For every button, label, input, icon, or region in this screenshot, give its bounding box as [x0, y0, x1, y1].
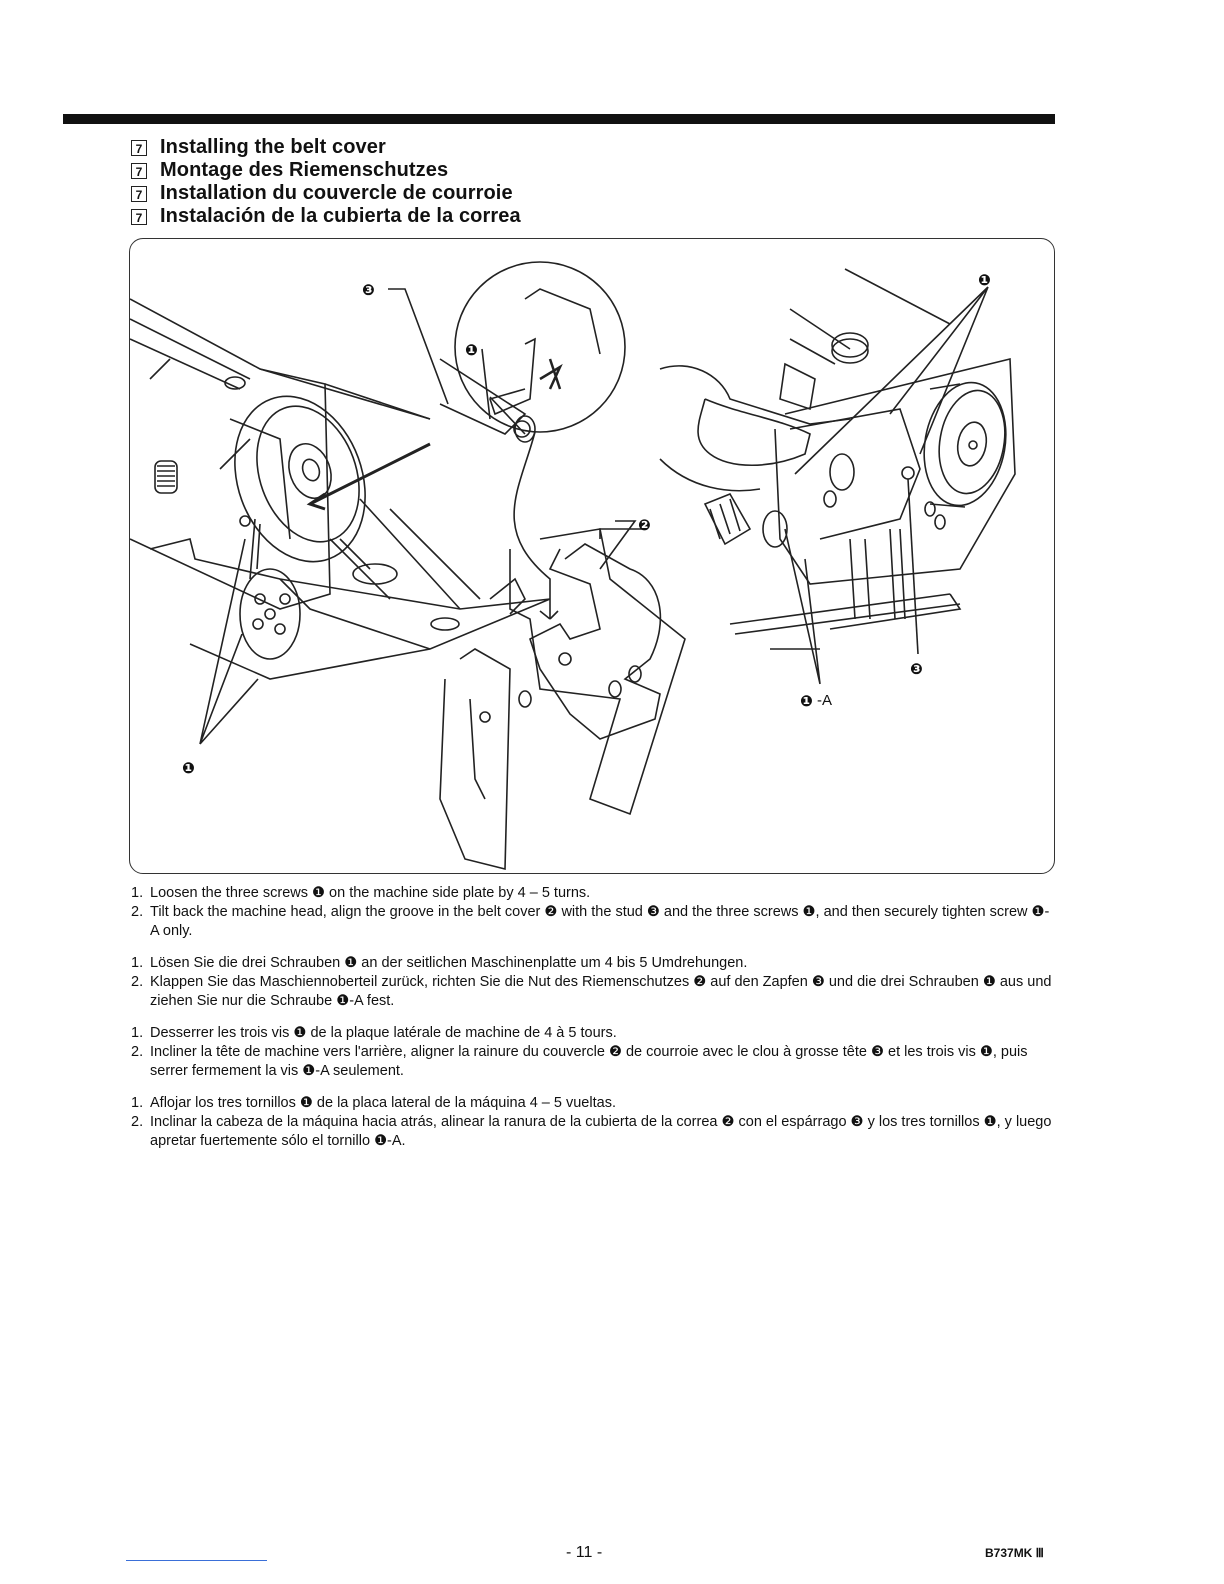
heading-text: Montage des Riemenschutzes	[160, 159, 449, 181]
section-number-box: 7	[131, 209, 147, 225]
step-number: 1.	[131, 1025, 144, 1041]
callout-two: ❷	[638, 516, 651, 534]
model-code: B737MK Ⅲ	[985, 1546, 1044, 1560]
callout-one-a-suffix: -A	[817, 692, 832, 709]
callout-three: ❸	[362, 281, 375, 299]
heading-es	[131, 205, 521, 228]
instructions-es	[131, 1094, 1057, 1151]
step-number: 1.	[131, 955, 144, 971]
section-number-box: 7	[131, 140, 147, 156]
step-text: Inclinar la cabeza de la máquina hacia atrás, alinear la ranura de la cubierta de la correa ❷ con el espárrago ❸ y los tres tornillos ❶, y luego apretar fuertemente sólo el tornillo ❶-A.	[150, 1114, 1052, 1149]
step-number: 2.	[131, 974, 144, 990]
heading-text: Installing the belt cover	[160, 136, 386, 158]
right-pulley-drawing	[915, 376, 1015, 512]
instructions-fr	[131, 1024, 1057, 1081]
step-number: 2.	[131, 904, 144, 920]
step-text: Klappen Sie das Maschiennoberteil zurück, richten Sie die Nut des Riemenschutzes ❷ auf den Zapfen ❸ und die drei Schrauben ❶ aus und ziehen Sie nur die Schraube ❶-A fest.	[150, 974, 1052, 1009]
callout-one: ❶	[182, 759, 195, 777]
instructions-en	[131, 884, 1057, 941]
leader-lines-right	[600, 287, 988, 684]
step-text: Lösen Sie die drei Schrauben ❶ an der seitlichen Maschinenplatte um 4 bis 5 Umdrehungen.	[150, 955, 748, 971]
section-number-box: 7	[131, 186, 147, 202]
heading-en	[131, 136, 521, 159]
heading-text: Installation du couvercle de courroie	[160, 182, 513, 204]
illustration-drawing	[130, 239, 1055, 874]
step-number: 2.	[131, 1044, 144, 1060]
callout-one: ❶	[800, 692, 813, 710]
section-number-box: 7	[131, 163, 147, 179]
section-headings	[131, 136, 521, 228]
belt-cover-drawing	[440, 529, 685, 869]
list-item	[131, 884, 1057, 903]
list-item	[131, 1113, 1057, 1151]
step-text: Aflojar los tres tornillos ❶ de la placa lateral de la máquina 4 – 5 vueltas.	[150, 1095, 616, 1111]
step-text: Incliner la tête de machine vers l'arrière, aligner la rainure du couvercle ❷ de courroie avec le clou à grosse tête ❸ et les trois vis ❶, puis serrer fermement la vis ❶-A seulement.	[150, 1044, 1028, 1079]
callout-three: ❸	[910, 660, 923, 678]
machine-head-drawing	[130, 299, 430, 609]
step-number: 1.	[131, 1095, 144, 1111]
right-machine-drawing	[660, 269, 1015, 649]
step-text: Desserrer les trois vis ❶ de la plaque latérale de machine de 4 à 5 tours.	[150, 1025, 617, 1041]
heading-text: Instalación de la cubierta de la correa	[160, 205, 521, 227]
callout-one: ❶	[978, 271, 991, 289]
step-number: 1.	[131, 885, 144, 901]
list-item	[131, 903, 1057, 941]
bottom-rule	[126, 1560, 267, 1561]
step-number: 2.	[131, 1114, 144, 1130]
list-item	[131, 1043, 1057, 1081]
list-item	[131, 973, 1057, 1011]
belt-cover-illustration	[129, 238, 1055, 874]
heading-de	[131, 159, 521, 182]
leader-lines-left	[200, 539, 258, 744]
list-item	[131, 1094, 1057, 1113]
step-text: Loosen the three screws ❶ on the machine side plate by 4 – 5 turns.	[150, 885, 591, 901]
instructions	[131, 884, 1057, 1164]
step-text: Tilt back the machine head, align the groove in the belt cover ❷ with the stud ❸ and the three screws ❶, and then securely tighten screw ❶-A only.	[150, 904, 1050, 939]
header-rule	[63, 114, 1055, 124]
page-number: - 11 -	[566, 1544, 603, 1561]
list-item	[131, 1024, 1057, 1043]
instructions-de	[131, 954, 1057, 1011]
callout-one: ❶	[465, 341, 478, 359]
list-item	[131, 954, 1057, 973]
heading-fr	[131, 182, 521, 205]
